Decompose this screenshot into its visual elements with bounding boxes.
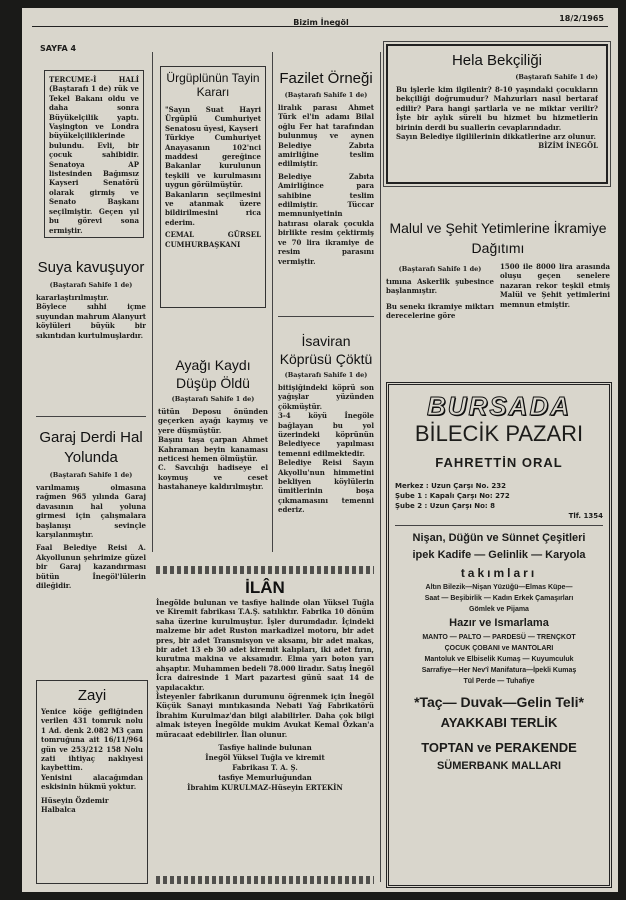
ilan-sig4: tasfiye Memurluğundan (218, 773, 312, 783)
zayi-title: Zayi (77, 687, 107, 704)
zayi-article (41, 707, 143, 814)
ilan-sig1: Tasfiye halinde bulunan (218, 743, 312, 753)
tercume-box (44, 70, 144, 238)
garaj-article (36, 428, 146, 668)
ilan-signature (156, 743, 374, 793)
malul-left: tımına Askerlik şubesince başlanmıştır. (386, 277, 494, 296)
urgup-article (165, 105, 261, 249)
column-divider (380, 52, 381, 882)
bursa-l14: AYAKKABI TERLİK (440, 715, 558, 730)
bursa-l12: Tül Perde — Tuhafiye (463, 678, 535, 685)
ilan-sig2: İnegöl Yüksel Tuğla ve kiremit (205, 753, 325, 763)
tercume-text: TERCUME-İ HALİ (Baştarafı 1 de) rük ve Tekel Bakanı oldu ve daha sonra Büyükelçilik yaptı. Vaşington ve Londra büyükelçiliklerinde bulundu. Evli, bir çocuk sahibidir. Senatoya AP listesinden Bağımsız Kayseri Senatörü olarak girmiş ve Senato Başkanı seçilmiştir. Geçen yıl bu görevi sona ermiştir. (49, 75, 139, 235)
zayi-p1: Yenice köğe gefliğinden verilen 431 tomruk nolu 1 Ad. denk 2.082 M3 çam tomruğuna ait 16/11/964 gün ve 253/212 158 Nolu zati ihtiyaç naklıyesi kaybettim. (41, 707, 143, 773)
urgup-p1: "Sayın Suat Hayri Ürgüplü Cumhuriyet Senatosu üyesi, Kayseri (165, 105, 261, 133)
bursa-l13: *Taç— Duvak—Gelin Teli* (414, 694, 584, 710)
bursa-merkez: Merkez : Uzun Çarşı No. 232 (395, 482, 506, 490)
bursa-sube1: Şube 1 : Kapalı Çarşı No: 272 (395, 492, 510, 500)
bursa-addresses (395, 481, 603, 521)
bursa-l10: Mantoluk ve Elbiselik Kumaş — Kuyumculuk (424, 656, 574, 663)
ilan-article (156, 578, 374, 874)
fazilet-p2: Belediye Zabıta Amirliğince para sahibine teslim edilmiştir. Tüccar memnuniyetinin hatırası olarak çocukla birlikte resim çektirmiş ve 70 lira ikramiye de resim parasını vermiştir. (278, 171, 374, 266)
suya-title: Suya kavuşuyor (37, 259, 145, 276)
ayagi-p2: Başını taşa çarpan Ahmet Kahraman beyin kanaması neticesi hemen ölmüştür. (158, 435, 268, 464)
column-divider (272, 52, 273, 552)
tercume-article (49, 75, 139, 235)
zayi-sig1: Hüseyin Özdemir (41, 795, 109, 805)
isaviran-p2: 3-4 köyü İnegöle bağlayan bu yol üzerindeki köprünün Belediyece yapılması temenni edilmektedir. (278, 411, 374, 458)
bursa-l16: SÜMERBANK MALLARI (436, 760, 562, 772)
bursa-l3: takımları (460, 566, 538, 580)
divider (36, 416, 146, 417)
fazilet-article (278, 70, 374, 300)
hela-cont: (Baştarafı Sahife 1 de) (515, 73, 598, 81)
zayi-sig2: Halbalca (41, 805, 76, 815)
isaviran-p3: Belediye Reisi Sayın Akyollu'nun himmetini bekliyen köylülerin ümitlerinin boşa çıkmamasını temenni ederiz. (278, 458, 374, 515)
fazilet-p1: liralık parası Ahmet Türk el'in adamı Bilal oğlu Fer hat tarafından bulunmuş ve aynen Belediye Zabıta amirliğine teslim edilmiştir. (278, 103, 374, 169)
garaj-p2: Faal Belediye Reisi A. Akyollunun şehrimize güzel bir Garaj kazandırması bütün İnegöl'lülerin dileğidir. (36, 543, 146, 591)
divider (395, 525, 603, 526)
hela-title: Hela Bekçiliği (451, 52, 543, 69)
isaviran-cont: (Baştarafı Sahife 1 de) (284, 371, 368, 379)
ilan-ornament-bottom (156, 876, 374, 884)
bursa-l5: Saat — Beşibirlik — Kadın Erkek Çamaşırları (424, 595, 574, 602)
isaviran-title: İsaviran Köprüsü Çöktü (279, 333, 373, 367)
ayagi-p1: tütün Deposu önünden geçerken ayağı kaymış ve yere düşmüştür. (158, 407, 268, 435)
ilan-sig5: İbrahim KURULMAZ-Hüseyin ERTEKİN (187, 783, 343, 793)
bursa-ad (386, 382, 612, 888)
bursa-l6: Gömlek ve Pijama (469, 606, 529, 613)
suya-cont: (Baştarafı Sahife 1 de) (49, 281, 133, 289)
malul-right: 1500 ile 8000 lira arasında oluşu geçen senelere nazaran rekor teşkil etmiş Malül ve Şehit yetimlerini memnun etmiştir. (500, 262, 610, 309)
ilan-p1: İnegölde bulunan ve tasfiye halinde olan Yüksel Tuğla ve Kiremit fabrikası T.A.Ş. satılıktır. Fabrika 10 dönüm saha üzerine kurulmuştur. İşler durumdadır. İçindeki malzeme bir adet Ruston markadizel motoru, bir adet pres, bir adet Transmisyon ve aksamı, bir adet makas, bir adet 13 eb 30 adet kiremit kalıpları, iki adet fırın, kurutma makina ve aksamıdır. Elma yarı boton yarı ahşaptır. Muhammen bedeli 78.000 liradır. Satış İnegöl İcra dairesinde 1 Mart pazartesi günü saat 14 de yapılacaktır. (156, 598, 374, 692)
garaj-p1: varılmamış olmasına rağmen 965 yılında Garaj davasının hal yoluna girmesi için çalışmalara başlanışı sevinçle karşılanmıştır. (36, 483, 146, 540)
bursa-l7: Hazır ve Ismarlama (449, 617, 549, 629)
bursa-sube2: Şube 2 : Uzun Çarşı No: 8 (395, 502, 496, 510)
bursa-owner: FAHRETTİN ORAL (435, 455, 563, 470)
header-rule (32, 26, 608, 27)
ilan-p2: İsteyenler fabrikanın durumunu öğrenmek için İnegöl Küçük Sanayi mıntıkasında Nebati Yağ Fabrikatörü İbrahim Kurulmaz'dan bilgi alabilirler. Daha çok bilgi almak isteyen İnegölde mukim Avukat Kemal Özkan'a müracaat edebilirler. İlan olunur. (156, 692, 374, 739)
ilan-title: İLÂN (245, 578, 285, 597)
hela-article (396, 70, 598, 151)
bursa-l9: ÇOCUK ÇOBANI ve MANTOLARI (444, 645, 554, 652)
ayagi-article (158, 356, 268, 556)
isaviran-p1: bitişiğindeki köprü son yağışlar yüzünden çökmüştür. (278, 383, 374, 411)
malul-title: Malul ve Şehit Yetimlerine İkramiye Dağıtımı (389, 220, 607, 256)
isaviran-article (278, 332, 374, 554)
suya-article (36, 258, 146, 408)
hela-p1: Bu işlerle kim ilgilenir? 8-10 yaşındaki çocukların bekçiliği doğrumudur? Mahzurları nasıl bertaraf edilir? Para hangi şartlarla ve ne miktar verilir? İşte bir aylık süreli bu hizmet bu hizmetlerin birinin derdi bu suallerin cevaplarındadır. (396, 85, 598, 132)
malul-cont: (Baştarafı Sahife 1 de) (398, 265, 482, 273)
issue-date: 18/2/1965 (559, 14, 604, 23)
fazilet-title: Fazilet Örneği (279, 70, 373, 87)
newspaper-page (22, 8, 618, 892)
garaj-title: Garaj Derdi Hal Yolunda (39, 429, 143, 466)
hela-signature: BİZİM İNEGÖL (538, 141, 598, 151)
divider (278, 316, 374, 317)
ayagi-p3: C. Savcılığı hadiseye el koymuş ve ceset hastahaneye kaldırılmıştır. (158, 463, 268, 492)
urgup-p3: Bakanların seçilmesini ve atanmak üzere bildirilmesini rica ederim. (165, 189, 261, 227)
urgup-signature: CEMAL GÜRSEL CUMHURBAŞKANI (165, 230, 261, 249)
bursa-line2: BİLECİK PAZARI (414, 421, 584, 446)
ayagi-cont: (Baştarafı Sahife 1 de) (171, 395, 255, 403)
bursa-l11: Sarrafiye—Her Nev'î Manifatura—İpekli Kumaş (421, 667, 577, 674)
suya-p2: Böylece sıhhi içme suyundan mahrum Alanyurt köylüleri büyük bir sıkıntıdan kurtulmuşlardır. (36, 302, 146, 340)
ilan-ornament-top (156, 566, 374, 574)
urgup-title: Ürgüplünün Tayin Kararı (166, 71, 260, 99)
newspaper-title: Bizim İnegöl (293, 18, 349, 27)
ayagi-title: Ayağı Kaydı Düşüp Öldü (175, 357, 251, 391)
bursa-line1: BURSADA (427, 391, 571, 421)
suya-p1: kararlaştırılmıştır. (36, 293, 109, 302)
page-number: SAYFA 4 (40, 44, 77, 53)
hela-p2: Sayın Belediye ilgililerinin dikkatlerine arz olunur. (396, 132, 596, 142)
malul-article (386, 218, 610, 368)
bursa-l8: MANTO — PALTO — PARDESÜ — TRENÇKOT (422, 634, 576, 641)
bursa-l1: Nişan, Düğün ve Sünnet Çeşitleri (412, 532, 586, 544)
bursa-l15: TOPTAN ve PERAKENDE (421, 740, 577, 755)
zayi-p2: Yenisini alacağımdan eskisinin hükmü yoktur. (41, 772, 143, 792)
ilan-sig3: Fabrikası T. A. Ş. (232, 763, 298, 773)
bursa-l4: Altın Bilezik—Nişan Yüzüğü—Elmas Küpe— (425, 584, 573, 591)
zayi-box (36, 680, 148, 884)
bursa-tel: Tlf. 1354 (568, 512, 603, 520)
urgup-box (160, 66, 266, 308)
malul-leftb: Bu senekı ikramiye miktarı derecelerine göre (386, 301, 494, 321)
garaj-cont: (Baştarafı Sahife 1 de) (49, 471, 133, 479)
hela-box (386, 44, 608, 184)
bursa-l2: ipek Kadife — Gelinlik — Karyola (412, 549, 586, 561)
column-divider (152, 52, 153, 552)
urgup-p2: Türkiye Cumhuriyet Anayasanın 102'nci maddesi gereğince Bakanlar kurulunun teşkili ve kurulmasını uygun görülmüştür. (165, 133, 261, 190)
fazilet-cont: (Baştarafı Sahife 1 de) (284, 91, 368, 99)
